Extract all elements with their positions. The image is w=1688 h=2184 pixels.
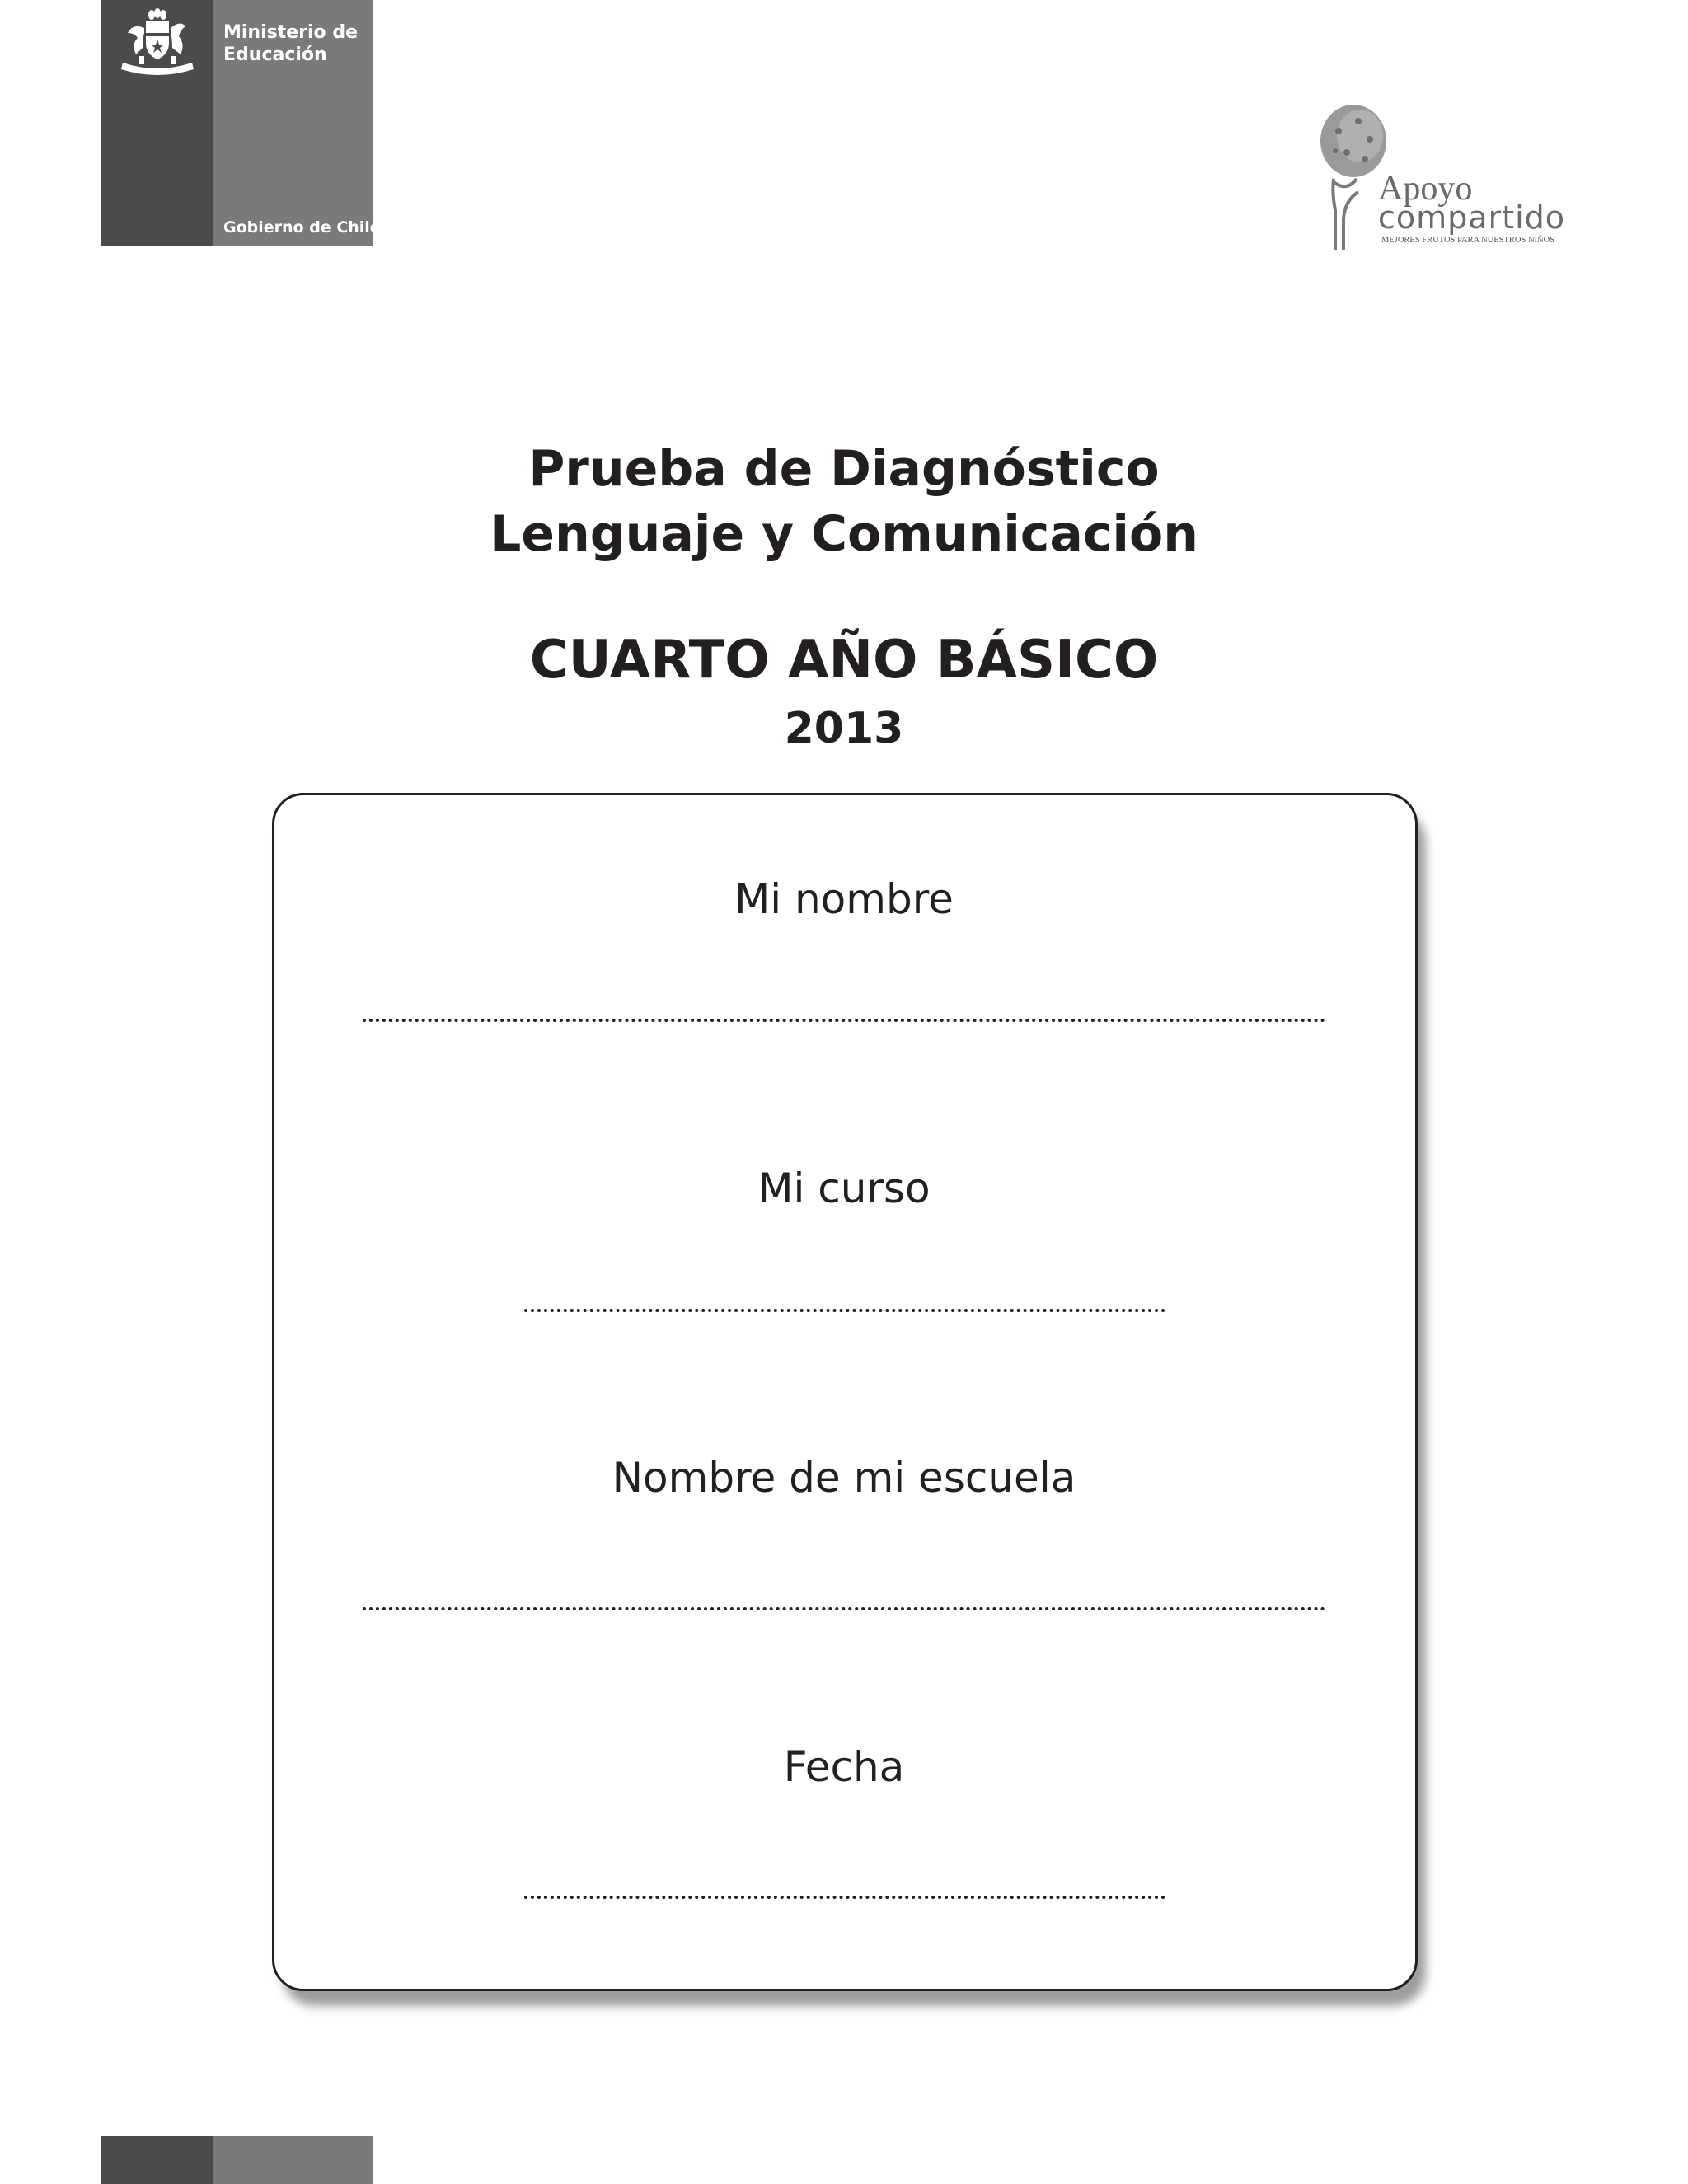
- document-title-line2: Lenguaje y Comunicación: [490, 505, 1198, 563]
- ministry-header-block: [101, 0, 381, 246]
- document-title-line1: Prueba de Diagnóstico: [528, 440, 1160, 498]
- ministry-name: Ministerio de Educación: [223, 22, 359, 65]
- coat-of-arms-icon: [115, 8, 200, 79]
- course-write-line[interactable]: [524, 1309, 1165, 1312]
- apoyo-compartido-logo: [1311, 103, 1591, 251]
- name-label: Mi nombre: [734, 875, 954, 923]
- year-heading: 2013: [784, 704, 904, 753]
- grade-heading: CUARTO AÑO BÁSICO: [529, 630, 1159, 691]
- footer-dark-band: [101, 2136, 213, 2184]
- school-label: Nombre de mi escuela: [612, 1454, 1076, 1502]
- date-label: Fecha: [783, 1743, 905, 1791]
- logo-word-compartido: compartido: [1378, 199, 1566, 236]
- logo-tagline: MEJORES FRUTOS PARA NUESTROS NIÑOS: [1381, 236, 1555, 245]
- course-label: Mi curso: [757, 1165, 931, 1212]
- date-write-line[interactable]: [524, 1896, 1165, 1899]
- government-name: Gobierno de Chile: [223, 218, 381, 237]
- school-write-line[interactable]: [363, 1607, 1325, 1610]
- footer-light-band: [213, 2136, 373, 2184]
- footer-bar: [101, 2136, 373, 2184]
- name-write-line[interactable]: [363, 1019, 1325, 1022]
- logo-word-apoyo: Apoyo: [1378, 170, 1473, 208]
- student-info-card: [272, 793, 1418, 1991]
